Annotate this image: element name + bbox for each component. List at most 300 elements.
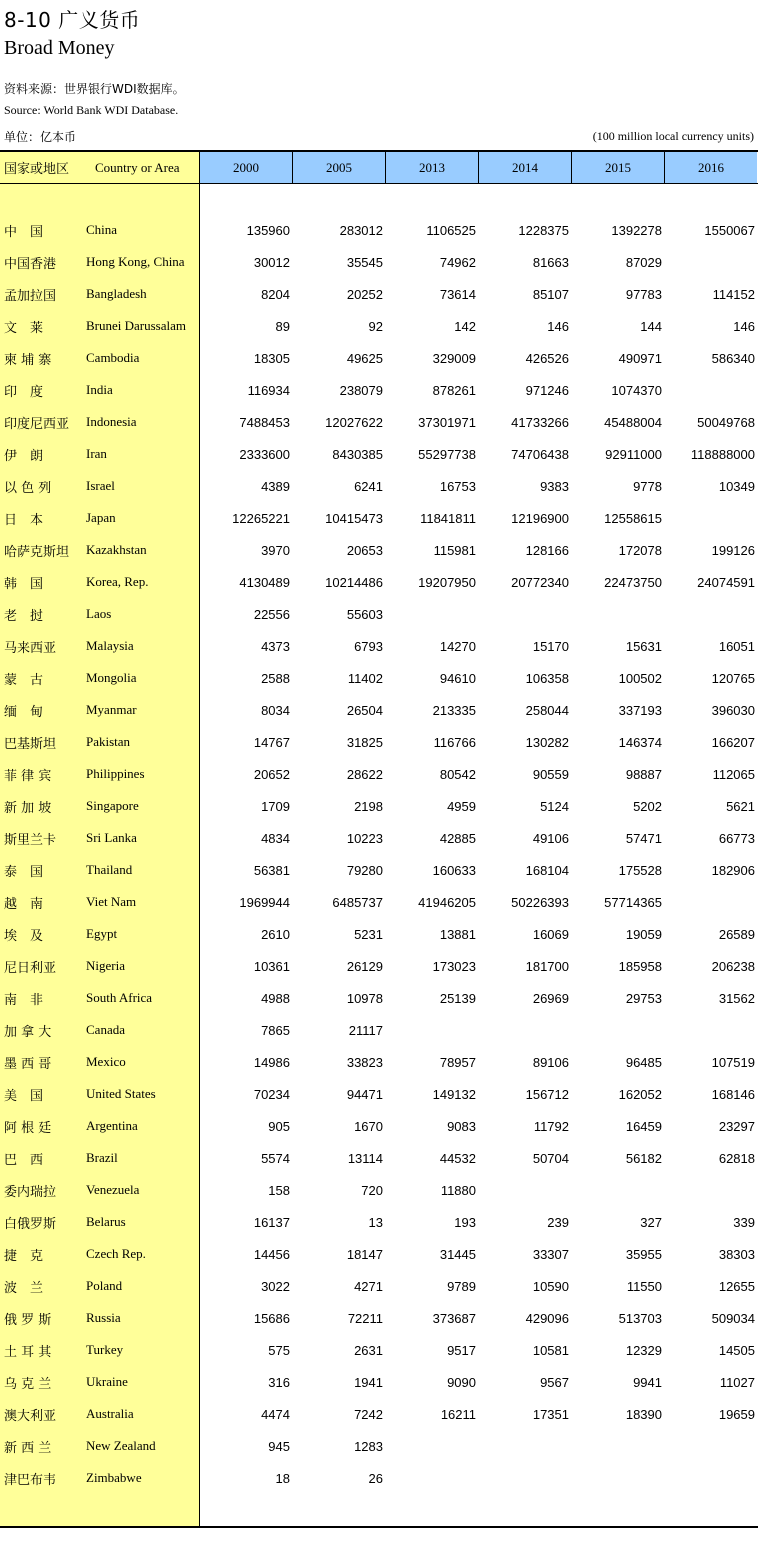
- country-name-en: Singapore: [86, 798, 139, 813]
- value-cell: 25139: [439, 990, 476, 1006]
- country-name-cn: 巴基斯坦: [4, 736, 57, 752]
- value-cell: 96485: [625, 1054, 662, 1070]
- value-cell: 89106: [532, 1054, 569, 1070]
- value-cell: 116934: [247, 382, 290, 398]
- table-row: [0, 1110, 758, 1142]
- value-cell: 10361: [253, 958, 290, 974]
- value-cell: 41733266: [511, 414, 569, 430]
- value-cell: 3022: [261, 1278, 290, 1294]
- value-cell: 16211: [440, 1406, 476, 1422]
- table-row: [0, 278, 758, 310]
- value-cell: 56381: [253, 862, 290, 878]
- value-cell: 12265221: [232, 510, 290, 526]
- value-cell: 30012: [253, 254, 290, 270]
- country-name-cn: 伊 朗: [4, 448, 44, 464]
- country-name-cn: 乌 克 兰: [4, 1376, 52, 1392]
- value-cell: 16069: [532, 926, 569, 942]
- country-name-cn: 南 非: [4, 992, 44, 1008]
- country-name-cn: 新 加 坡: [4, 800, 52, 816]
- country-name-en: United States: [86, 1086, 156, 1101]
- value-cell: 120765: [711, 670, 755, 686]
- country-name-en: Australia: [86, 1406, 134, 1421]
- country-name-cn: 俄 罗 斯: [4, 1312, 52, 1328]
- value-cell: 5231: [354, 926, 383, 942]
- value-cell: 720: [361, 1182, 383, 1198]
- value-cell: 1550067: [704, 222, 755, 238]
- value-cell: 1106525: [426, 222, 476, 238]
- value-cell: 193: [454, 1214, 476, 1230]
- value-cell: 509034: [711, 1310, 755, 1326]
- table-row: [0, 1174, 758, 1206]
- value-cell: 16753: [439, 478, 476, 494]
- country-name-en: Egypt: [86, 926, 118, 941]
- value-cell: 6241: [354, 478, 383, 494]
- country-name-en: Indonesia: [86, 414, 137, 429]
- value-cell: 20252: [346, 286, 383, 302]
- value-cell: 199126: [711, 542, 755, 558]
- value-cell: 21117: [348, 1022, 383, 1038]
- value-cell: 9778: [633, 478, 662, 494]
- value-cell: 7865: [261, 1022, 290, 1038]
- value-cell: 116766: [433, 734, 476, 750]
- value-cell: 1283: [354, 1438, 383, 1454]
- country-name-cn: 印 度: [4, 384, 44, 400]
- country-name-en: China: [86, 222, 118, 237]
- value-cell: 490971: [618, 350, 662, 366]
- header-year: 2015: [571, 152, 664, 183]
- source-note-cn: 资料来源：世界银行WDI数据库。: [4, 82, 185, 96]
- value-cell: 12027622: [325, 414, 383, 430]
- value-cell: 94471: [346, 1086, 383, 1102]
- value-cell: 4474: [261, 1406, 290, 1422]
- value-cell: 586340: [711, 350, 755, 366]
- value-cell: 4271: [354, 1278, 383, 1294]
- value-cell: 12558615: [604, 510, 662, 526]
- value-cell: 24074591: [697, 574, 755, 590]
- value-cell: 185958: [618, 958, 662, 974]
- value-cell: 26: [368, 1470, 383, 1486]
- value-cell: 1670: [354, 1118, 383, 1134]
- value-cell: 62818: [718, 1150, 755, 1166]
- table-row: [0, 342, 758, 374]
- table-row: [0, 1430, 758, 1462]
- country-name-en: New Zealand: [86, 1438, 156, 1453]
- value-cell: 258044: [525, 702, 569, 718]
- value-cell: 8430385: [332, 446, 383, 462]
- value-cell: 45488004: [604, 414, 662, 430]
- value-cell: 4373: [261, 638, 290, 654]
- value-cell: 81663: [532, 254, 569, 270]
- country-name-cn: 孟加拉国: [4, 288, 57, 304]
- value-cell: 4834: [261, 830, 290, 846]
- value-cell: 55603: [346, 606, 383, 622]
- value-cell: 33823: [346, 1054, 383, 1070]
- value-cell: 16051: [718, 638, 755, 654]
- value-cell: 50226393: [511, 894, 569, 910]
- value-cell: 31825: [346, 734, 383, 750]
- country-name-en: Kazakhstan: [86, 542, 147, 557]
- table-row: [0, 1014, 758, 1046]
- value-cell: 146: [733, 318, 755, 334]
- value-cell: 10581: [532, 1342, 569, 1358]
- value-cell: 9941: [633, 1374, 662, 1390]
- value-cell: 327: [640, 1214, 662, 1230]
- value-cell: 945: [268, 1438, 290, 1454]
- value-cell: 11841811: [420, 510, 476, 526]
- country-name-en: Korea, Rep.: [86, 574, 149, 589]
- country-name-en: Belarus: [86, 1214, 126, 1229]
- value-cell: 206238: [711, 958, 755, 974]
- value-cell: 87029: [625, 254, 662, 270]
- table-row: [0, 406, 758, 438]
- value-cell: 26589: [718, 926, 755, 942]
- value-cell: 9090: [447, 1374, 476, 1390]
- header-country-en: Country or Area: [81, 152, 199, 183]
- value-cell: 37301971: [418, 414, 476, 430]
- page-title-cn: 8-10 广义货币: [4, 8, 141, 32]
- table-row: [0, 982, 758, 1014]
- table-body: [0, 214, 758, 1494]
- value-cell: 6793: [354, 638, 383, 654]
- value-cell: 513703: [618, 1310, 662, 1326]
- value-cell: 396030: [711, 702, 755, 718]
- country-name-en: Zimbabwe: [86, 1470, 142, 1485]
- country-name-en: Laos: [86, 606, 112, 621]
- value-cell: 11402: [347, 670, 383, 686]
- table-header: [0, 152, 758, 184]
- value-cell: 9383: [540, 478, 569, 494]
- value-cell: 11550: [626, 1278, 662, 1294]
- value-cell: 878261: [432, 382, 476, 398]
- country-name-cn: 墨 西 哥: [4, 1056, 52, 1072]
- value-cell: 373687: [432, 1310, 476, 1326]
- value-cell: 4959: [447, 798, 476, 814]
- value-cell: 339: [733, 1214, 755, 1230]
- table-row: [0, 854, 758, 886]
- value-cell: 156712: [525, 1086, 569, 1102]
- value-cell: 10223: [346, 830, 383, 846]
- country-name-cn: 加 拿 大: [4, 1024, 52, 1040]
- unit-label-cn: 单位：亿本币: [4, 130, 77, 144]
- country-name-cn: 菲 律 宾: [4, 768, 52, 784]
- value-cell: 18390: [625, 1406, 662, 1422]
- country-name-cn: 委内瑞拉: [4, 1184, 57, 1200]
- header-year: 2005: [292, 152, 385, 183]
- value-cell: 2333600: [239, 446, 290, 462]
- value-cell: 5202: [633, 798, 662, 814]
- value-cell: 41946205: [418, 894, 476, 910]
- table-row: [0, 470, 758, 502]
- value-cell: 2610: [261, 926, 290, 942]
- table-row: [0, 374, 758, 406]
- country-name-cn: 中 国: [4, 224, 44, 240]
- country-name-cn: 尼日利亚: [4, 960, 57, 976]
- table-row: [0, 310, 758, 342]
- table-row: [0, 1270, 758, 1302]
- value-cell: 72211: [347, 1310, 383, 1326]
- table-row: [0, 886, 758, 918]
- value-cell: 168104: [525, 862, 569, 878]
- data-table: [0, 150, 758, 1528]
- country-name-cn: 捷 克: [4, 1248, 44, 1264]
- table-row: [0, 1046, 758, 1078]
- value-cell: 22473750: [604, 574, 662, 590]
- country-name-en: Argentina: [86, 1118, 138, 1133]
- value-cell: 4988: [261, 990, 290, 1006]
- value-cell: 905: [268, 1118, 290, 1134]
- country-name-cn: 缅 甸: [4, 704, 44, 720]
- value-cell: 8034: [261, 702, 290, 718]
- value-cell: 14270: [439, 638, 476, 654]
- value-cell: 18: [275, 1470, 290, 1486]
- value-cell: 20652: [253, 766, 290, 782]
- value-cell: 2588: [261, 670, 290, 686]
- value-cell: 55297738: [418, 446, 476, 462]
- country-name-en: Mongolia: [86, 670, 137, 685]
- value-cell: 112065: [712, 766, 755, 782]
- value-cell: 44532: [439, 1150, 476, 1166]
- value-cell: 149132: [432, 1086, 476, 1102]
- country-name-en: Cambodia: [86, 350, 140, 365]
- value-cell: 181700: [525, 958, 569, 974]
- value-cell: 213335: [432, 702, 476, 718]
- value-cell: 144: [640, 318, 662, 334]
- value-cell: 92: [368, 318, 383, 334]
- value-cell: 22556: [253, 606, 290, 622]
- value-cell: 14767: [253, 734, 290, 750]
- country-name-en: Ukraine: [86, 1374, 128, 1389]
- value-cell: 9083: [447, 1118, 476, 1134]
- country-name-en: Viet Nam: [86, 894, 137, 909]
- value-cell: 575: [268, 1342, 290, 1358]
- value-cell: 9789: [447, 1278, 476, 1294]
- value-cell: 3970: [261, 542, 290, 558]
- header-year: 2016: [664, 152, 757, 183]
- table-row: [0, 1238, 758, 1270]
- country-name-en: Russia: [86, 1310, 121, 1325]
- value-cell: 31562: [718, 990, 755, 1006]
- value-cell: 70234: [253, 1086, 290, 1102]
- value-cell: 80542: [439, 766, 476, 782]
- value-cell: 26129: [346, 958, 383, 974]
- value-cell: 5574: [261, 1150, 290, 1166]
- country-name-en: Czech Rep.: [86, 1246, 146, 1261]
- value-cell: 172078: [618, 542, 662, 558]
- unit-label-en: (100 million local currency units): [592, 129, 754, 143]
- table-row: [0, 918, 758, 950]
- value-cell: 168146: [711, 1086, 755, 1102]
- value-cell: 13: [368, 1214, 383, 1230]
- value-cell: 6485737: [332, 894, 383, 910]
- value-cell: 7488453: [239, 414, 290, 430]
- value-cell: 56182: [625, 1150, 662, 1166]
- country-name-cn: 土 耳 其: [4, 1344, 52, 1360]
- value-cell: 14505: [718, 1342, 755, 1358]
- country-name-en: India: [86, 382, 113, 397]
- source-note-en: Source: World Bank WDI Database.: [4, 103, 179, 117]
- value-cell: 5124: [540, 798, 569, 814]
- table-row: [0, 630, 758, 662]
- value-cell: 42885: [439, 830, 476, 846]
- value-cell: 14456: [253, 1246, 290, 1262]
- header-year: 2014: [478, 152, 571, 183]
- country-name-en: Japan: [86, 510, 116, 525]
- country-name-cn: 白俄罗斯: [4, 1216, 57, 1232]
- value-cell: 12329: [625, 1342, 662, 1358]
- table-row: [0, 662, 758, 694]
- value-cell: 16459: [625, 1118, 662, 1134]
- table-row: [0, 694, 758, 726]
- country-name-cn: 日 本: [4, 512, 44, 528]
- value-cell: 35545: [346, 254, 383, 270]
- value-cell: 115981: [433, 542, 476, 558]
- value-cell: 9567: [540, 1374, 569, 1390]
- value-cell: 1709: [261, 798, 290, 814]
- value-cell: 20772340: [511, 574, 569, 590]
- country-name-en: Israel: [86, 478, 115, 493]
- value-cell: 10590: [532, 1278, 569, 1294]
- value-cell: 114152: [712, 286, 755, 302]
- country-name-cn: 印度尼西亚: [4, 416, 70, 432]
- country-name-cn: 中国香港: [4, 256, 57, 272]
- value-cell: 85107: [532, 286, 569, 302]
- country-name-en: Turkey: [86, 1342, 124, 1357]
- country-name-cn: 老 挝: [4, 608, 44, 624]
- value-cell: 74706438: [511, 446, 569, 462]
- country-name-cn: 哈萨克斯坦: [4, 544, 70, 560]
- value-cell: 97783: [625, 286, 662, 302]
- value-cell: 14986: [253, 1054, 290, 1070]
- value-cell: 182906: [711, 862, 755, 878]
- table-row: [0, 1398, 758, 1430]
- value-cell: 18147: [346, 1246, 383, 1262]
- value-cell: 29753: [625, 990, 662, 1006]
- country-name-en: Philippines: [86, 766, 145, 781]
- value-cell: 175528: [618, 862, 662, 878]
- value-cell: 10415473: [325, 510, 383, 526]
- value-cell: 166207: [711, 734, 755, 750]
- country-name-cn: 马来西亚: [4, 640, 57, 656]
- value-cell: 49106: [532, 830, 569, 846]
- value-cell: 57471: [625, 830, 662, 846]
- value-cell: 17351: [532, 1406, 569, 1422]
- value-cell: 23297: [718, 1118, 755, 1134]
- table-row: [0, 1206, 758, 1238]
- country-name-en: Venezuela: [86, 1182, 140, 1197]
- table-row: [0, 758, 758, 790]
- country-name-en: Brazil: [86, 1150, 118, 1165]
- value-cell: 11027: [719, 1374, 755, 1390]
- country-name-cn: 韩 国: [4, 576, 44, 592]
- page-title-en: Broad Money: [4, 37, 115, 59]
- country-name-cn: 阿 根 廷: [4, 1120, 52, 1136]
- country-name-en: Nigeria: [86, 958, 125, 973]
- value-cell: 28622: [346, 766, 383, 782]
- table-row: [0, 1334, 758, 1366]
- value-cell: 429096: [525, 1310, 569, 1326]
- value-cell: 329009: [432, 350, 476, 366]
- country-name-en: Canada: [86, 1022, 125, 1037]
- value-cell: 15631: [625, 638, 662, 654]
- table-row: [0, 598, 758, 630]
- country-name-en: Malaysia: [86, 638, 134, 653]
- value-cell: 239: [547, 1214, 569, 1230]
- table-row: [0, 1366, 758, 1398]
- value-cell: 66773: [718, 830, 755, 846]
- country-name-en: Iran: [86, 446, 107, 461]
- country-name-en: Pakistan: [86, 734, 131, 749]
- table-row: [0, 1302, 758, 1334]
- value-cell: 337193: [618, 702, 662, 718]
- table-row: [0, 1462, 758, 1494]
- value-cell: 1228375: [518, 222, 569, 238]
- country-name-en: Mexico: [86, 1054, 126, 1069]
- value-cell: 7242: [354, 1406, 383, 1422]
- value-cell: 316: [268, 1374, 290, 1390]
- country-name-cn: 巴 西: [4, 1152, 44, 1168]
- value-cell: 106358: [525, 670, 569, 686]
- country-name-cn: 泰 国: [4, 864, 44, 880]
- value-cell: 19659: [718, 1406, 755, 1422]
- value-cell: 4130489: [239, 574, 290, 590]
- header-year: 2013: [385, 152, 478, 183]
- value-cell: 33307: [532, 1246, 569, 1262]
- value-cell: 1392278: [611, 222, 662, 238]
- value-cell: 146: [547, 318, 569, 334]
- value-cell: 16137: [253, 1214, 290, 1230]
- value-cell: 11880: [440, 1182, 476, 1198]
- value-cell: 12196900: [511, 510, 569, 526]
- country-name-en: Thailand: [86, 862, 133, 877]
- value-cell: 19059: [625, 926, 662, 942]
- country-name-cn: 蒙 古: [4, 672, 44, 688]
- country-name-en: South Africa: [86, 990, 153, 1005]
- value-cell: 10214486: [325, 574, 383, 590]
- country-name-en: Myanmar: [86, 702, 137, 717]
- value-cell: 50704: [532, 1150, 569, 1166]
- value-cell: 142: [454, 318, 476, 334]
- table-row: [0, 534, 758, 566]
- value-cell: 79280: [346, 862, 383, 878]
- value-cell: 38303: [718, 1246, 755, 1262]
- country-name-cn: 美 国: [4, 1088, 44, 1104]
- table-row: [0, 822, 758, 854]
- country-name-cn: 新 西 兰: [4, 1440, 52, 1456]
- value-cell: 162052: [618, 1086, 662, 1102]
- value-cell: 26969: [532, 990, 569, 1006]
- value-cell: 10978: [346, 990, 383, 1006]
- value-cell: 57714365: [604, 894, 662, 910]
- header-year: 2000: [199, 152, 292, 183]
- country-name-cn: 以 色 列: [4, 480, 52, 496]
- value-cell: 238079: [339, 382, 383, 398]
- table-row: [0, 214, 758, 246]
- table-row: [0, 1078, 758, 1110]
- value-cell: 426526: [525, 350, 569, 366]
- header-country-cn: 国家或地区: [0, 152, 81, 183]
- country-name-cn: 波 兰: [4, 1280, 44, 1296]
- value-cell: 92911000: [605, 446, 662, 462]
- value-cell: 78957: [439, 1054, 476, 1070]
- value-cell: 146374: [618, 734, 662, 750]
- table-row: [0, 790, 758, 822]
- value-cell: 98887: [625, 766, 662, 782]
- value-cell: 90559: [532, 766, 569, 782]
- table-row: [0, 438, 758, 470]
- value-cell: 2198: [354, 798, 383, 814]
- value-cell: 19207950: [418, 574, 476, 590]
- value-cell: 107519: [711, 1054, 755, 1070]
